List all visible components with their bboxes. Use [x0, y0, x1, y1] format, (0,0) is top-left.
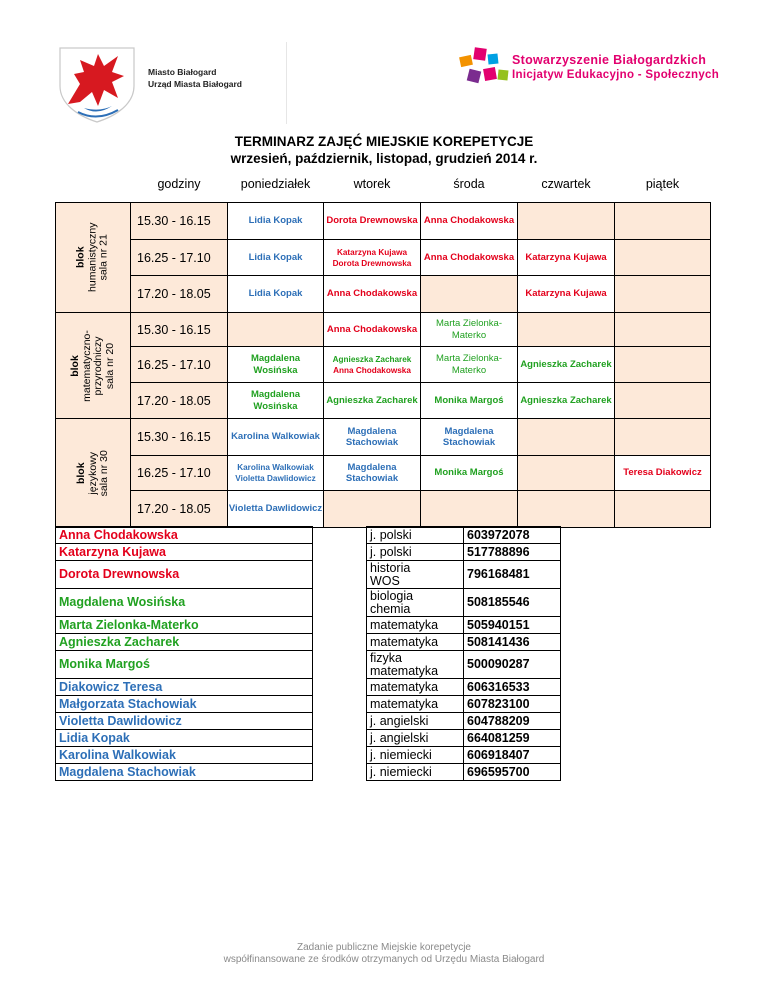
lesson-cell: [421, 240, 518, 276]
lesson-cell: [324, 419, 421, 456]
contact-name: Anna Chodakowska: [56, 527, 313, 544]
block-label-line: blok: [74, 462, 87, 484]
subject-line: biologia: [370, 589, 414, 603]
contact-row: [56, 713, 561, 730]
teacher-name: Anna Chodakowska: [423, 251, 515, 263]
teacher-name: Anna Chodakowska: [326, 288, 418, 300]
teacher-name: Lidia Kopak: [248, 251, 303, 263]
schedule-row: [56, 203, 711, 240]
hour-cell: 15.30 - 16.15: [131, 313, 228, 347]
title-line2: wrzesień, październik, listopad, grudzień 2014 r.: [230, 151, 538, 166]
teacher-name: Anna Chodakowska: [333, 365, 411, 375]
contact-name: Agnieszka Zacharek: [56, 634, 313, 651]
schedule-header-row: [56, 166, 711, 203]
lesson-cell: [615, 276, 711, 313]
contact-phone: 500090287: [464, 651, 561, 679]
contact-name: Marta Zielonka-Materko: [56, 617, 313, 634]
schedule-row: [56, 419, 711, 456]
lesson-cell: [421, 347, 518, 383]
contact-gap: [313, 589, 367, 617]
schedule-row: [56, 491, 711, 528]
contact-phone: 604788209: [464, 713, 561, 730]
lesson-cell: [324, 203, 421, 240]
contact-name: Karolina Walkowiak: [56, 747, 313, 764]
title-line1: TERMINARZ ZAJĘĆ MIEJSKIE KOREPETYCJE: [234, 134, 534, 149]
contact-phone: 796168481: [464, 561, 561, 589]
city-office-name: Urząd Miasta Białogard: [148, 79, 242, 89]
contact-phone: 603972078: [464, 527, 561, 544]
block-label-line: językowy: [86, 451, 99, 495]
lesson-cell: [421, 419, 518, 456]
lesson-cell: [518, 240, 615, 276]
lesson-cell: [324, 456, 421, 491]
contact-row: [56, 730, 561, 747]
lesson-cell: [518, 347, 615, 383]
lesson-cell: [615, 491, 711, 528]
teacher-name: Marta Zielonka-Materko: [436, 353, 502, 376]
contact-gap: [313, 730, 367, 747]
footer-line1: Zadanie publiczne Miejskie korepetycje: [297, 942, 471, 953]
block-label-line: matematyczno-: [80, 329, 93, 402]
contact-subject: matematyka: [367, 696, 464, 713]
contact-gap: [313, 544, 367, 561]
schedule-row: [56, 383, 711, 419]
teacher-name: Violetta Dawlidowicz: [235, 474, 316, 483]
block-label-line: sala nr 20: [103, 342, 116, 389]
lesson-cell: [228, 383, 324, 419]
block-label-cell: [56, 419, 131, 528]
lesson-cell: [615, 383, 711, 419]
colorful-letters-icon: [458, 44, 512, 88]
contact-row: [56, 651, 561, 679]
contact-gap: [313, 764, 367, 781]
contact-gap: [313, 527, 367, 544]
contact-row: [56, 544, 561, 561]
schedule-row: [56, 313, 711, 347]
column-header: poniedziałek: [240, 177, 311, 191]
contact-phone: 505940151: [464, 617, 561, 634]
contact-phone: 664081259: [464, 730, 561, 747]
contact-phone: 508185546: [464, 589, 561, 617]
teacher-name: Katarzyna Kujawa: [525, 251, 607, 263]
block-label: [70, 330, 116, 402]
teacher-name: Teresa Diakowicz: [623, 467, 702, 479]
lesson-cell: [324, 491, 421, 528]
block-label-line: blok: [69, 354, 81, 377]
lesson-cell: [615, 203, 711, 240]
teacher-name: Dorota Drewnowska: [332, 258, 412, 268]
association-name-line1: Stowarzyszenie Białogardzkich: [512, 53, 707, 67]
schedule-grid: [55, 166, 711, 528]
contact-name: Magdalena Wosińska: [56, 589, 313, 617]
contact-gap: [313, 747, 367, 764]
hour-cell: 15.30 - 16.15: [131, 203, 228, 240]
lesson-cell: [228, 313, 324, 347]
contact-row: [56, 634, 561, 651]
contact-row: [56, 679, 561, 696]
contact-phone: 517788896: [464, 544, 561, 561]
teacher-name: Agnieszka Zacharek: [520, 394, 612, 406]
association-name-line2: Inicjatyw Edukacyjno - Społecznych: [512, 69, 720, 81]
contact-gap: [313, 651, 367, 679]
contact-subject: matematyka: [367, 617, 464, 634]
contacts-grid: [55, 526, 561, 781]
city-logo: [54, 42, 287, 124]
schedule-row: [56, 240, 711, 276]
contact-phone: 508141436: [464, 634, 561, 651]
contact-subject: [367, 651, 464, 679]
lesson-cell: [324, 240, 421, 276]
contact-subject: j. angielski: [367, 713, 464, 730]
subject-line: historia: [370, 561, 411, 575]
column-header: środa: [453, 177, 485, 191]
contact-row: [56, 617, 561, 634]
block-label-line: przyrodniczy: [92, 336, 104, 395]
lesson-cell: [421, 276, 518, 313]
contact-gap: [313, 561, 367, 589]
column-header: czwartek: [541, 177, 591, 191]
lesson-cell: [228, 347, 324, 383]
contact-subject: j. polski: [367, 544, 464, 561]
lesson-cell: [518, 276, 615, 313]
hour-cell: 17.20 - 18.05: [131, 276, 228, 313]
lesson-cell: [518, 491, 615, 528]
block-label-line: sala nr 30: [97, 449, 110, 497]
teacher-name: Dorota Drewnowska: [326, 215, 418, 227]
griffin-crest-icon: [54, 42, 140, 124]
subject-line: fizyka: [370, 651, 402, 665]
teacher-name: Katarzyna Kujawa: [336, 247, 408, 257]
teacher-name: Magdalena Stachowiak: [345, 461, 399, 484]
lesson-cell: [518, 456, 615, 491]
hour-cell: 16.25 - 17.10: [131, 456, 228, 491]
contact-name: Małgorzata Stachowiak: [56, 696, 313, 713]
hour-cell: 15.30 - 16.15: [131, 419, 228, 456]
lesson-cell: [615, 456, 711, 491]
teacher-name: Agnieszka Zacharek: [326, 394, 418, 406]
teacher-name: Magdalena Wosińska: [250, 353, 301, 376]
lesson-cell: [518, 203, 615, 240]
teacher-name: Karolina Walkowiak: [237, 463, 314, 472]
lesson-cell: [518, 383, 615, 419]
lesson-cell: [615, 347, 711, 383]
contact-phone: 607823100: [464, 696, 561, 713]
teacher-name: Agnieszka Zacharek: [332, 354, 412, 364]
contacts-table: [55, 526, 561, 781]
contact-subject: j. niemiecki: [367, 764, 464, 781]
contact-row: [56, 747, 561, 764]
lesson-cell: [228, 419, 324, 456]
contact-name: Katarzyna Kujawa: [56, 544, 313, 561]
teacher-name: Lidia Kopak: [248, 288, 303, 300]
contact-gap: [313, 634, 367, 651]
lesson-cell: [324, 347, 421, 383]
contact-gap: [313, 696, 367, 713]
lesson-cell: [228, 491, 324, 528]
contact-gap: [313, 617, 367, 634]
contact-row: [56, 527, 561, 544]
city-name: Miasto Białogard: [148, 67, 217, 77]
hour-cell: 16.25 - 17.10: [131, 240, 228, 276]
lesson-cell: [615, 313, 711, 347]
block-label: [76, 223, 111, 292]
lesson-cell: [228, 456, 324, 491]
subject-line: chemia: [370, 601, 411, 616]
subject-line: WOS: [370, 573, 400, 588]
teacher-name: Katarzyna Kujawa: [525, 288, 607, 300]
hour-cell: 16.25 - 17.10: [131, 347, 228, 383]
teacher-name: Magdalena Wosińska: [250, 389, 301, 412]
contact-phone: 606316533: [464, 679, 561, 696]
schedule-row: [56, 276, 711, 313]
contact-name: Violetta Dawlidowicz: [56, 713, 313, 730]
contact-row: [56, 589, 561, 617]
contact-name: Diakowicz Teresa: [56, 679, 313, 696]
lesson-cell: [518, 313, 615, 347]
schedule-row: [56, 456, 711, 491]
contact-subject: matematyka: [367, 679, 464, 696]
teacher-name: Lidia Kopak: [248, 215, 303, 227]
contact-subject: j. polski: [367, 527, 464, 544]
contact-name: Dorota Drewnowska: [56, 561, 313, 589]
lesson-cell: [421, 203, 518, 240]
schedule-row: [56, 347, 711, 383]
footer-line2: współfinansowane ze środków otrzymanych od Urzędu Miasta Białogard: [223, 954, 545, 965]
teacher-name: Karolina Walkowiak: [231, 431, 320, 443]
block-label-cell: [56, 203, 131, 313]
header-corner: [56, 166, 131, 203]
block-label-line: blok: [74, 246, 87, 269]
contact-subject: j. niemiecki: [367, 747, 464, 764]
contact-gap: [313, 713, 367, 730]
hour-cell: 17.20 - 18.05: [131, 491, 228, 528]
contact-name: Lidia Kopak: [56, 730, 313, 747]
contact-phone: 696595700: [464, 764, 561, 781]
contact-subject: j. angielski: [367, 730, 464, 747]
column-header: piątek: [645, 177, 680, 191]
block-label-line: sala nr 21: [97, 234, 110, 281]
contact-subject: [367, 561, 464, 589]
contact-gap: [313, 679, 367, 696]
teacher-name: Agnieszka Zacharek: [520, 358, 612, 370]
teacher-name: Anna Chodakowska: [423, 215, 515, 227]
hour-cell: 17.20 - 18.05: [131, 383, 228, 419]
teacher-name: Magdalena Stachowiak: [442, 425, 496, 448]
association-logo: [458, 44, 720, 88]
lesson-cell: [615, 419, 711, 456]
lesson-cell: [228, 240, 324, 276]
lesson-cell: [615, 240, 711, 276]
lesson-cell: [324, 313, 421, 347]
lesson-cell: [518, 419, 615, 456]
document-title: [0, 133, 768, 167]
lesson-cell: [228, 276, 324, 313]
lesson-cell: [228, 203, 324, 240]
teacher-name: Magdalena Stachowiak: [345, 425, 399, 448]
block-label-cell: [56, 313, 131, 419]
contact-subject: matematyka: [367, 634, 464, 651]
contact-row: [56, 561, 561, 589]
block-label-line: humanistyczny: [86, 222, 99, 293]
lesson-cell: [421, 383, 518, 419]
footer: [0, 942, 768, 966]
lesson-cell: [324, 383, 421, 419]
teacher-name: Violetta Dawlidowicz: [228, 503, 323, 515]
contact-row: [56, 764, 561, 781]
lesson-cell: [421, 491, 518, 528]
schedule-table: [55, 166, 711, 528]
lesson-cell: [421, 456, 518, 491]
column-header: godziny: [157, 177, 201, 191]
lesson-cell: [421, 313, 518, 347]
block-label: [76, 450, 111, 496]
column-header: wtorek: [353, 177, 391, 191]
contact-subject: [367, 589, 464, 617]
lesson-cell: [324, 276, 421, 313]
teacher-name: Marta Zielonka-Materko: [436, 318, 502, 341]
teacher-name: Monika Margoś: [434, 394, 504, 406]
contact-name: Monika Margoś: [56, 651, 313, 679]
subject-line: matematyka: [370, 663, 439, 678]
contact-name: Magdalena Stachowiak: [56, 764, 313, 781]
teacher-name: Monika Margoś: [434, 467, 504, 479]
contact-phone: 606918407: [464, 747, 561, 764]
teacher-name: Anna Chodakowska: [326, 323, 418, 335]
contact-row: [56, 696, 561, 713]
